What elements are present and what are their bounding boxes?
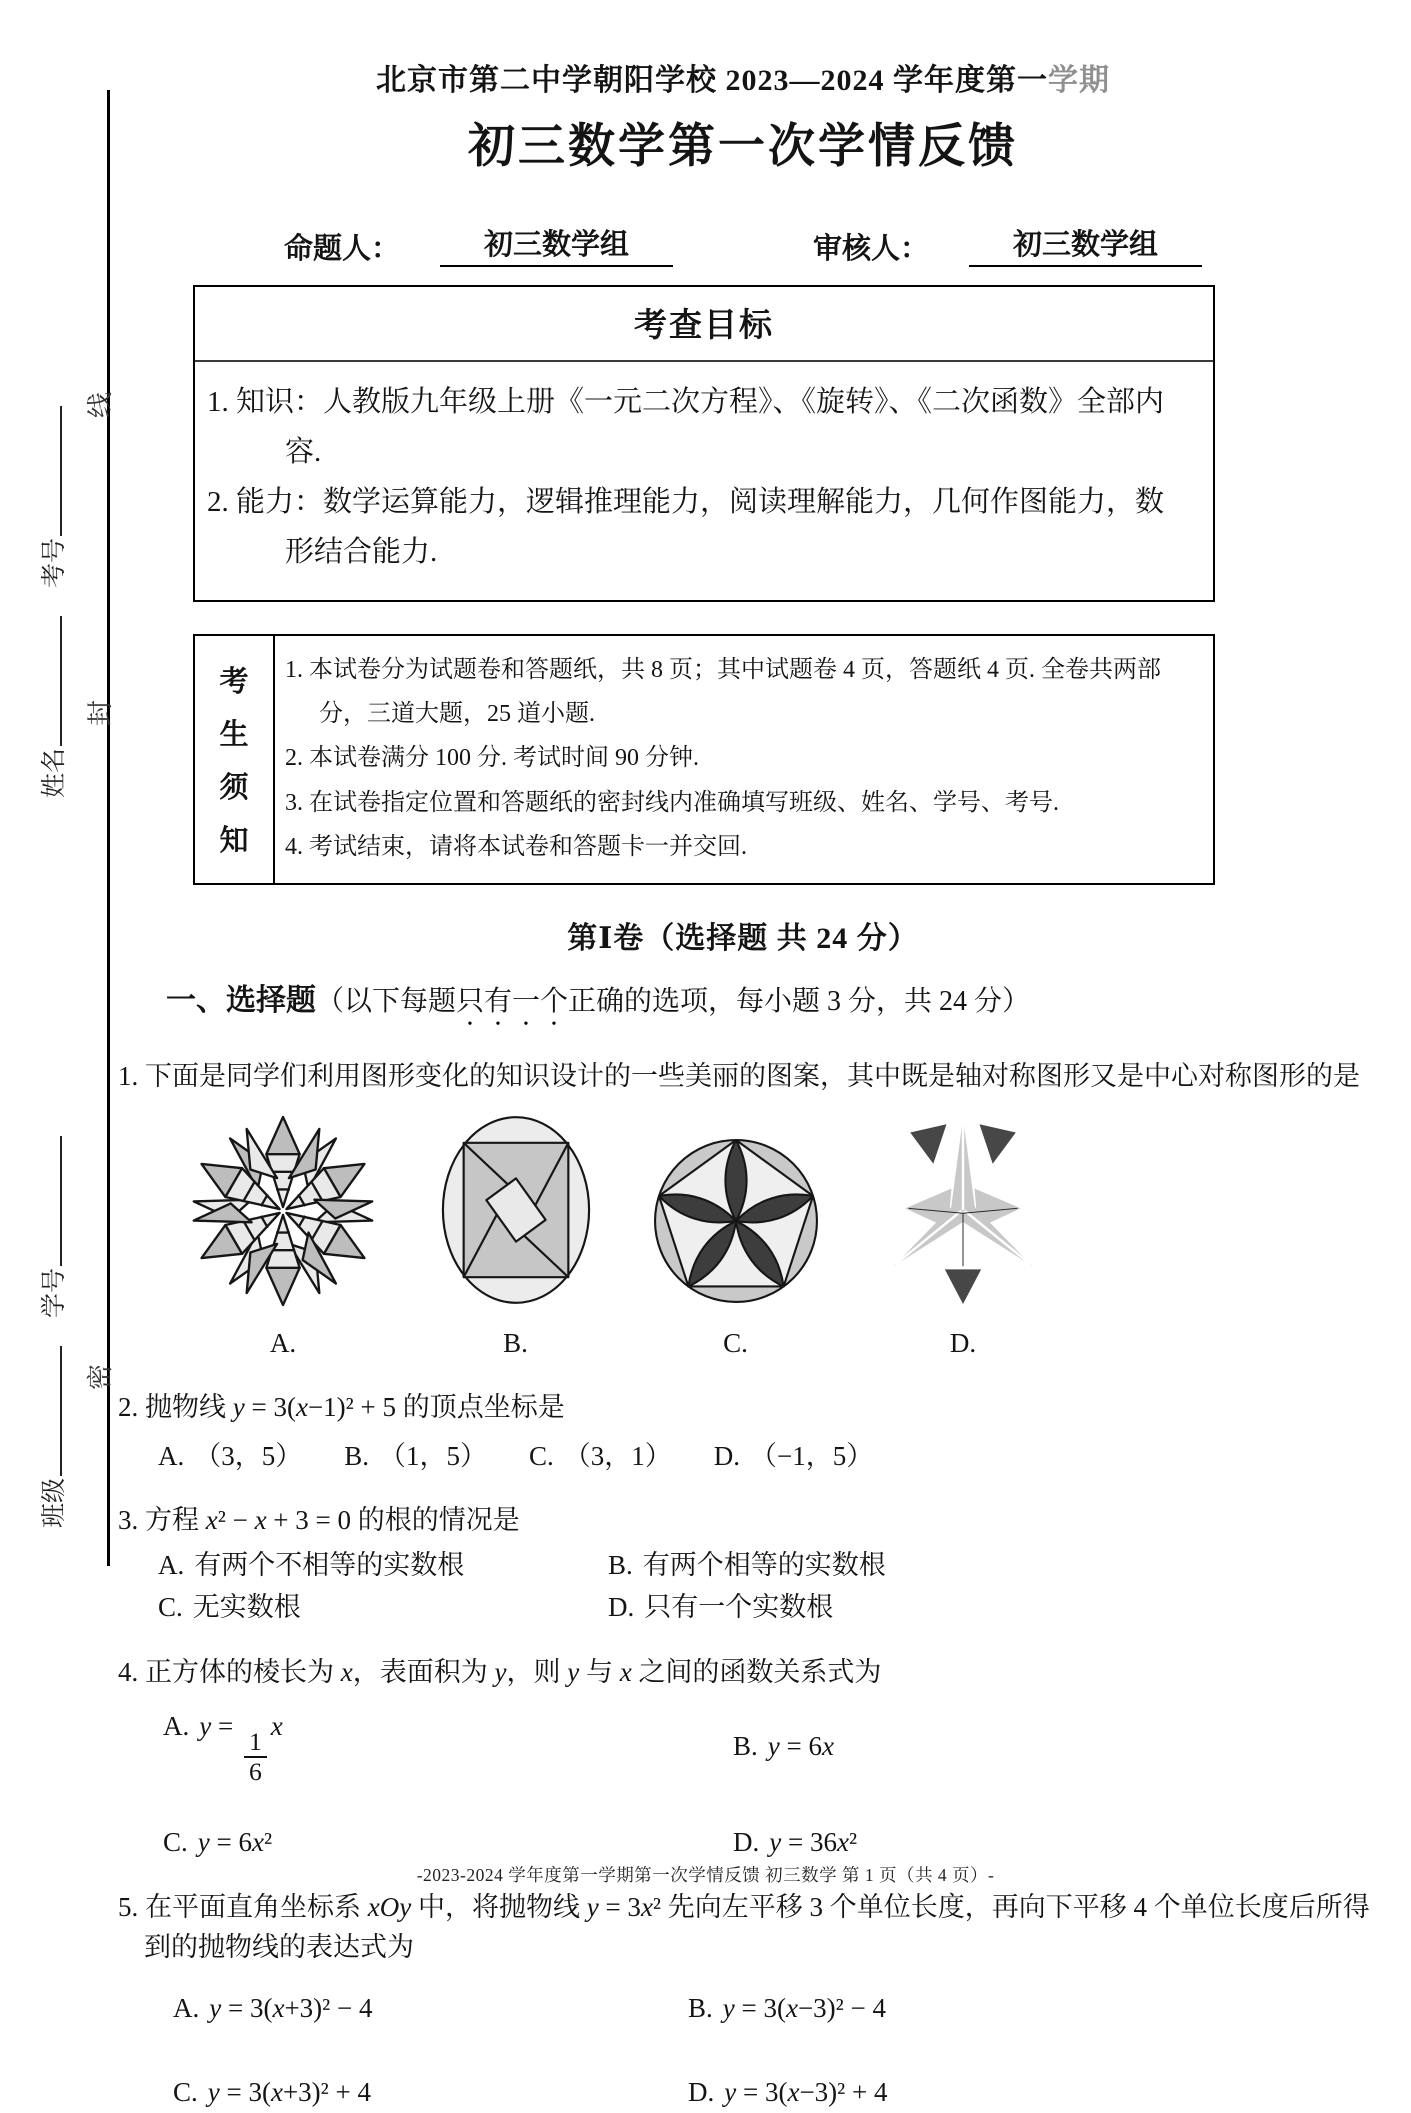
section-1-heading: 第Ⅰ卷（选择题 共 24 分） <box>567 922 919 956</box>
option-b: B. （1，5） <box>344 1440 488 1471</box>
choice-section-header <box>166 975 1376 1032</box>
question-text: 在平面直角坐标系 xOy 中，将抛物线 <box>145 1891 587 1922</box>
snowflake-star-icon <box>183 1113 383 1309</box>
question-4-options <box>163 1706 1370 1862</box>
option-a: A. （3，5） <box>158 1440 303 1471</box>
notice-side-label <box>195 636 275 884</box>
notice-item-4: 4. 考试结束，请将本试卷和答题卡一并交回. <box>285 834 747 861</box>
figure-label: B. <box>503 1327 528 1358</box>
objectives-title: 考查目标 <box>195 287 1213 362</box>
option-c: C. y = 6x² <box>163 1827 273 1858</box>
fraction: $\frac{1}{6}$ <box>244 1729 267 1787</box>
notice-items <box>275 636 1213 884</box>
notice-item-1: 1. 本试卷分为试题卷和答题纸，共 8 页；其中试题卷 4 页，答题纸 4 页. 全卷共两部分，三道大题，25 道小题. <box>285 656 1161 727</box>
question-3-options <box>158 1545 1370 1628</box>
fill-in-line <box>36 616 62 746</box>
school-header-main: 北京市第二中学朝阳学校 2023—2024 学年度第一 <box>376 64 1048 97</box>
question-number: 5. <box>118 1891 139 1922</box>
class-label: 班级 <box>41 1477 68 1528</box>
question-1-stem <box>118 1056 1370 1097</box>
fill-in-line <box>36 406 62 536</box>
question-5-options <box>173 1988 1370 2113</box>
formula: x² − x + 3 = 0 <box>205 1505 352 1536</box>
figure-label: D. <box>949 1327 977 1358</box>
page-footer: -2023-2024 学年度第一学期第一次学情反馈 初三数学 第 1 页（共 4 页）- <box>416 1865 995 1885</box>
option-c: C. （3，1） <box>529 1440 672 1471</box>
three-point-star-icon <box>880 1111 1046 1309</box>
option-d: D. y = 36x² <box>733 1827 858 1858</box>
student-id-label: 学号 <box>41 1267 68 1318</box>
byline <box>110 222 1376 267</box>
school-header <box>110 55 1376 99</box>
question-4 <box>118 1652 1370 1863</box>
question-3-stem <box>118 1500 1370 1541</box>
objectives-item-1: 1. 知识：人教版九年级上册《一元二次方程》、《旋转》、《二次函数》全部内容. <box>207 386 1165 468</box>
figure-label: C. <box>723 1327 748 1358</box>
objectives-body <box>195 362 1213 600</box>
exam-number-label: 考号 <box>41 537 68 588</box>
question-number: 3. <box>118 1505 139 1536</box>
reviewer-label: 审核人： <box>813 233 930 265</box>
seal-char-xian: 线 <box>86 391 115 418</box>
notice-item-3: 3. 在试卷指定位置和答题纸的密封线内准确填写班级、姓名、学号、考号. <box>285 789 1059 816</box>
figure-option-a <box>158 1113 408 1364</box>
notice-side-char: 生 <box>219 719 249 752</box>
option-a: A. 有两个不相等的实数根 <box>158 1549 465 1580</box>
question-text: 的顶点坐标是 <box>395 1392 565 1423</box>
fill-in-line <box>36 1346 62 1476</box>
option-d: D. y = 3(x−3)² + 4 <box>688 2077 888 2108</box>
objectives-box <box>193 285 1215 602</box>
question-text: 的根的情况是 <box>351 1505 520 1536</box>
circle-five-petals-icon <box>648 1133 824 1309</box>
circle-square-pinwheel-icon <box>437 1111 595 1309</box>
notice-box <box>193 634 1215 886</box>
seal-char-mi: 密 <box>86 1363 115 1390</box>
question-number: 1. <box>118 1061 139 1092</box>
figure-option-d <box>848 1111 1078 1364</box>
option-b: B. y = 6x <box>733 1731 834 1762</box>
notice-item-2: 2. 本试卷满分 100 分. 考试时间 90 分钟. <box>285 745 699 772</box>
option-d: D. （−1，5） <box>713 1440 874 1471</box>
question-5-stem <box>118 1887 1370 1968</box>
question-2 <box>118 1387 1370 1476</box>
question-text: 方程 <box>145 1505 206 1536</box>
option-c: C. y = 3(x+3)² + 4 <box>173 2077 371 2108</box>
question-number: 4. <box>118 1656 139 1687</box>
figure-label: A. <box>269 1327 297 1358</box>
setter-label: 命题人： <box>283 233 400 265</box>
reviewer-value: 初三数学组 <box>969 222 1202 267</box>
question-text: 先向左平移 3 个单位长度，再向下平移 4 个单位长度后所得到的抛物线的表达式为 <box>144 1891 1370 1963</box>
page-title: 初三数学第一次学情反馈 <box>468 119 1018 172</box>
option-b: B. 有两个相等的实数根 <box>608 1549 886 1580</box>
question-1 <box>118 1056 1370 1363</box>
question-4-stem <box>118 1652 1370 1693</box>
choice-note-post: 正确的选项，每小题 3 分，共 24 分） <box>568 986 1031 1018</box>
class-field <box>34 1346 70 1528</box>
option-b: B. y = 3(x−3)² − 4 <box>688 1992 886 2023</box>
question-2-options <box>158 1436 1370 1477</box>
formula: y = 3(x−1)² + 5 <box>232 1392 396 1423</box>
question-text: 正方体的棱长为 x，表面积为 y，则 y 与 x 之间的函数关系式为 <box>145 1656 882 1687</box>
student-id-field <box>34 1136 70 1318</box>
figure-option-c <box>623 1133 848 1364</box>
objectives-item-2: 2. 能力：数学运算能力，逻辑推理能力，阅读理解能力，几何作图能力，数形结合能力. <box>207 485 1165 568</box>
main-content <box>110 0 1376 2113</box>
setter-value: 初三数学组 <box>440 222 673 267</box>
seal-char-feng: 封 <box>86 699 115 726</box>
option-d: D. 只有一个实数根 <box>608 1592 834 1623</box>
student-name-label: 姓名 <box>41 747 68 798</box>
question-5 <box>118 1887 1370 2113</box>
question-3 <box>118 1500 1370 1628</box>
choice-section-title: 一、选择题 <box>166 984 316 1018</box>
school-header-faded: 学期 <box>1048 64 1110 97</box>
option-a: A. y = $\frac{1}{6}$ x <box>163 1711 283 1787</box>
choice-note-emphasized: 只有一个 <box>456 986 569 1018</box>
option-c: C. 无实数根 <box>158 1592 301 1623</box>
question-1-figures <box>158 1111 1370 1364</box>
question-number: 2. <box>118 1392 139 1423</box>
question-text: 下面是同学们利用图形变化的知识设计的一些美丽的图案，其中既是轴对称图形又是中心对称图形的是 <box>145 1061 1360 1092</box>
exam-number-field <box>34 406 70 588</box>
formula: y = 3x² <box>586 1891 662 1922</box>
choice-note-pre: （以下每题 <box>316 986 457 1018</box>
question-text: 抛物线 <box>145 1392 233 1423</box>
option-a: A. y = 3(x+3)² − 4 <box>173 1992 373 2023</box>
fill-in-line <box>36 1136 62 1266</box>
student-name-field <box>34 616 70 798</box>
notice-side-char: 须 <box>219 772 249 805</box>
notice-side-char: 考 <box>219 666 249 699</box>
figure-option-b <box>408 1111 623 1364</box>
question-2-stem <box>118 1387 1370 1428</box>
notice-side-char: 知 <box>219 825 249 858</box>
